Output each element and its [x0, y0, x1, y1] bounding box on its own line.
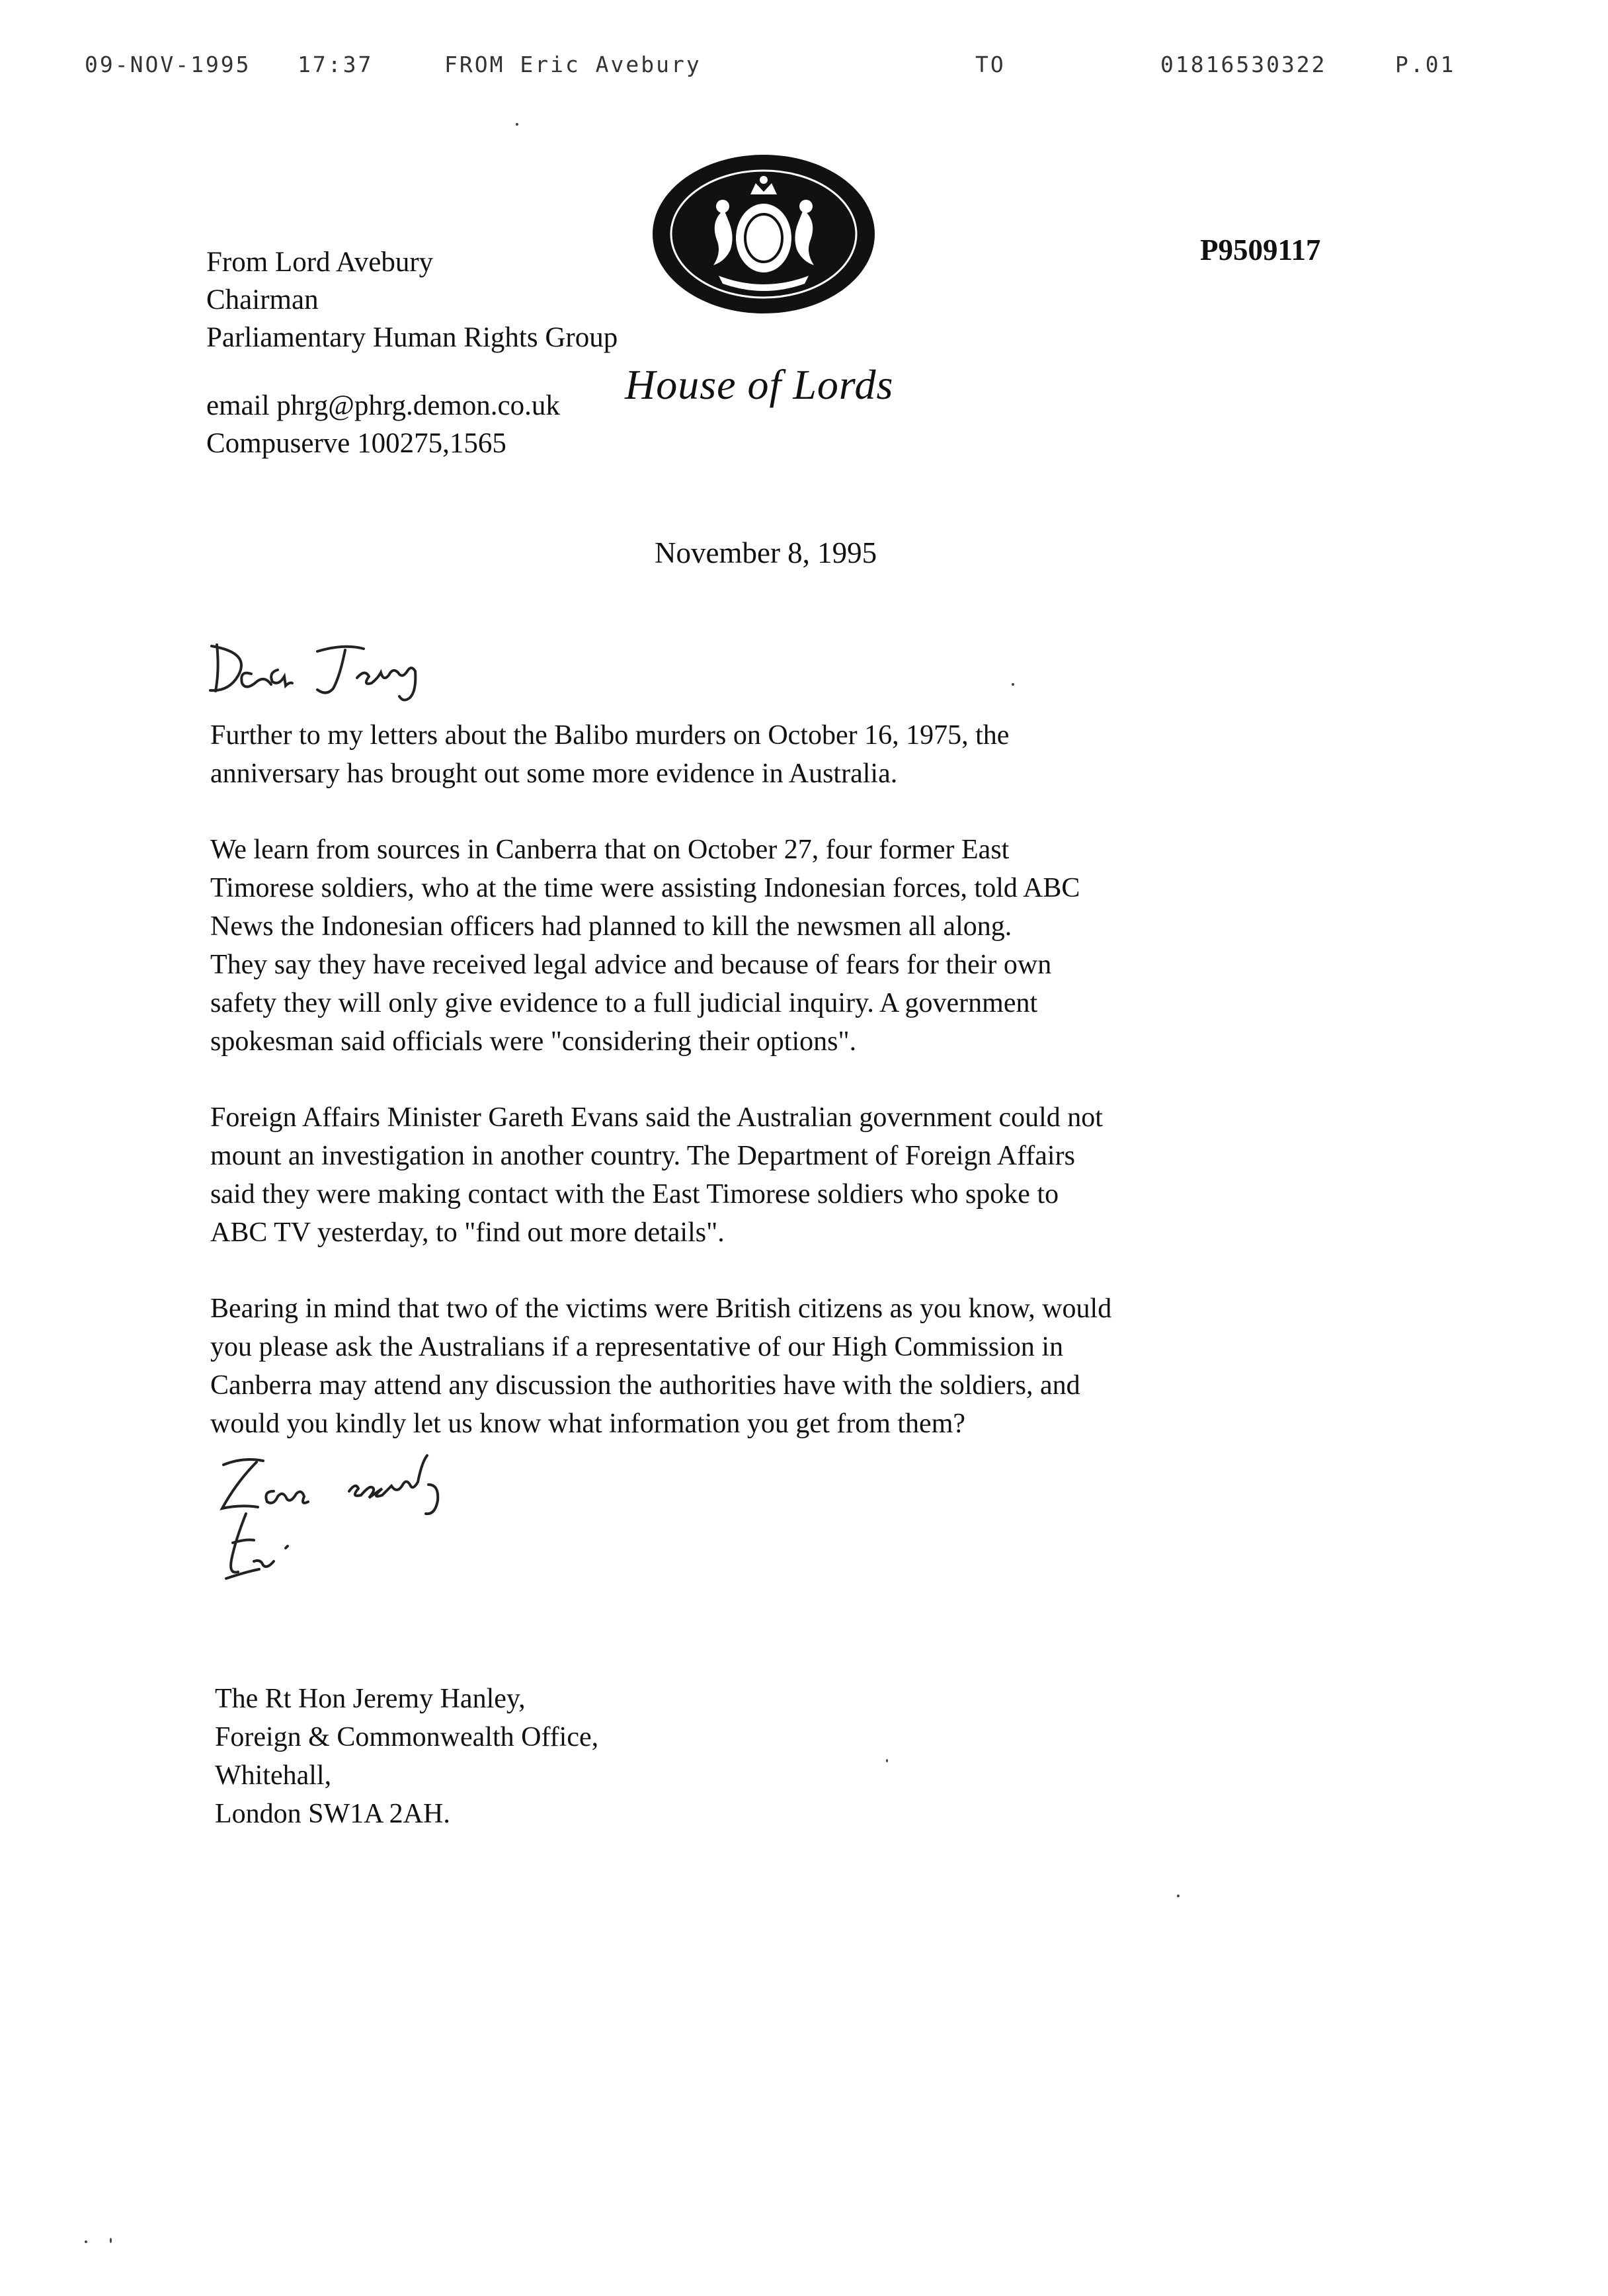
sender-title: Chairman: [206, 284, 319, 315]
fax-page: P.01: [1395, 52, 1456, 77]
fax-time: 17:37: [298, 52, 374, 77]
paragraph-line: anniversary has brought out some more evidence in Australia.: [210, 758, 898, 789]
paragraph-line: said they were making contact with the East Timorese soldiers who spoke to: [210, 1179, 1059, 1210]
contact-compuserve: Compuserve 100275,1565: [206, 428, 506, 459]
paragraph-line: would you kindly let us know what information you get from them?: [210, 1409, 965, 1439]
paragraph-line: mount an investigation in another country. The Department of Foreign Affairs: [210, 1141, 1075, 1171]
fax-date: 09-NOV-1995: [85, 52, 251, 77]
paragraph-line: Further to my letters about the Balibo murders on October 16, 1975, the: [210, 720, 1010, 751]
paragraph-line: ABC TV yesterday, to "find out more details".: [210, 1217, 725, 1248]
fax-to: TO: [975, 52, 1006, 77]
paragraph-line: Canberra may attend any discussion the authorities have with the soldiers, and: [210, 1370, 1080, 1401]
sender-organization: Parliamentary Human Rights Group: [206, 322, 618, 353]
paragraph-line: News the Indonesian officers had planned to kill the newsmen all along.: [210, 911, 1012, 942]
sender-block: [206, 243, 618, 356]
handwritten-salutation: [205, 632, 456, 708]
paragraph-line: Timorese soldiers, who at the time were assisting Indonesian forces, told ABC: [210, 873, 1080, 903]
paragraph: [210, 716, 1400, 793]
paragraph-line: They say they have received legal advice and because of fears for their own: [210, 950, 1052, 980]
addressee-office: Foreign & Commonwealth Office,: [215, 1722, 599, 1752]
royal-coat-of-arms-icon: [645, 147, 883, 322]
addressee-city: London SW1A 2AH.: [215, 1799, 450, 1829]
fax-header: [0, 52, 1608, 91]
paragraph: [210, 1098, 1400, 1252]
house-of-lords-wordmark: House of Lords: [625, 361, 894, 408]
paragraph-line: Bearing in mind that two of the victims were British citizens as you know, would: [210, 1293, 1112, 1324]
addressee-block: [215, 1680, 598, 1833]
paragraph-line: spokesman said officials were "considering their options".: [210, 1026, 857, 1057]
addressee-name: The Rt Hon Jeremy Hanley,: [215, 1684, 526, 1714]
addressee-street: Whitehall,: [215, 1760, 332, 1791]
paragraph-line: We learn from sources in Canberra that on October 27, four former East: [210, 835, 1010, 865]
fax-from: FROM Eric Avebury: [444, 52, 702, 77]
paragraph: [210, 831, 1400, 1061]
scan-speck: [1012, 683, 1014, 686]
paragraph-line: Foreign Affairs Minister Gareth Evans said the Australian government could not: [210, 1102, 1103, 1133]
scan-speck: [110, 2238, 112, 2243]
reference-number: P9509117: [1200, 233, 1321, 266]
scan-speck: [516, 123, 518, 126]
letter-date: November 8, 1995: [655, 536, 877, 569]
handwritten-signature: [213, 1504, 319, 1594]
paragraph-line: safety they will only give evidence to a full judicial inquiry. A government: [210, 988, 1038, 1018]
paragraph-line: you please ask the Australians if a representative of our High Commission in: [210, 1332, 1064, 1362]
contact-block: [206, 387, 560, 462]
paragraph: [210, 1290, 1400, 1443]
contact-email: email phrg@phrg.demon.co.uk: [206, 390, 560, 421]
fax-number: 01816530322: [1160, 52, 1327, 77]
scan-speck: [1177, 1895, 1180, 1897]
sender-name: From Lord Avebury: [206, 247, 434, 278]
scan-speck: [85, 2240, 87, 2243]
letter-body: [210, 716, 1400, 1481]
scan-speck: [886, 1759, 888, 1762]
